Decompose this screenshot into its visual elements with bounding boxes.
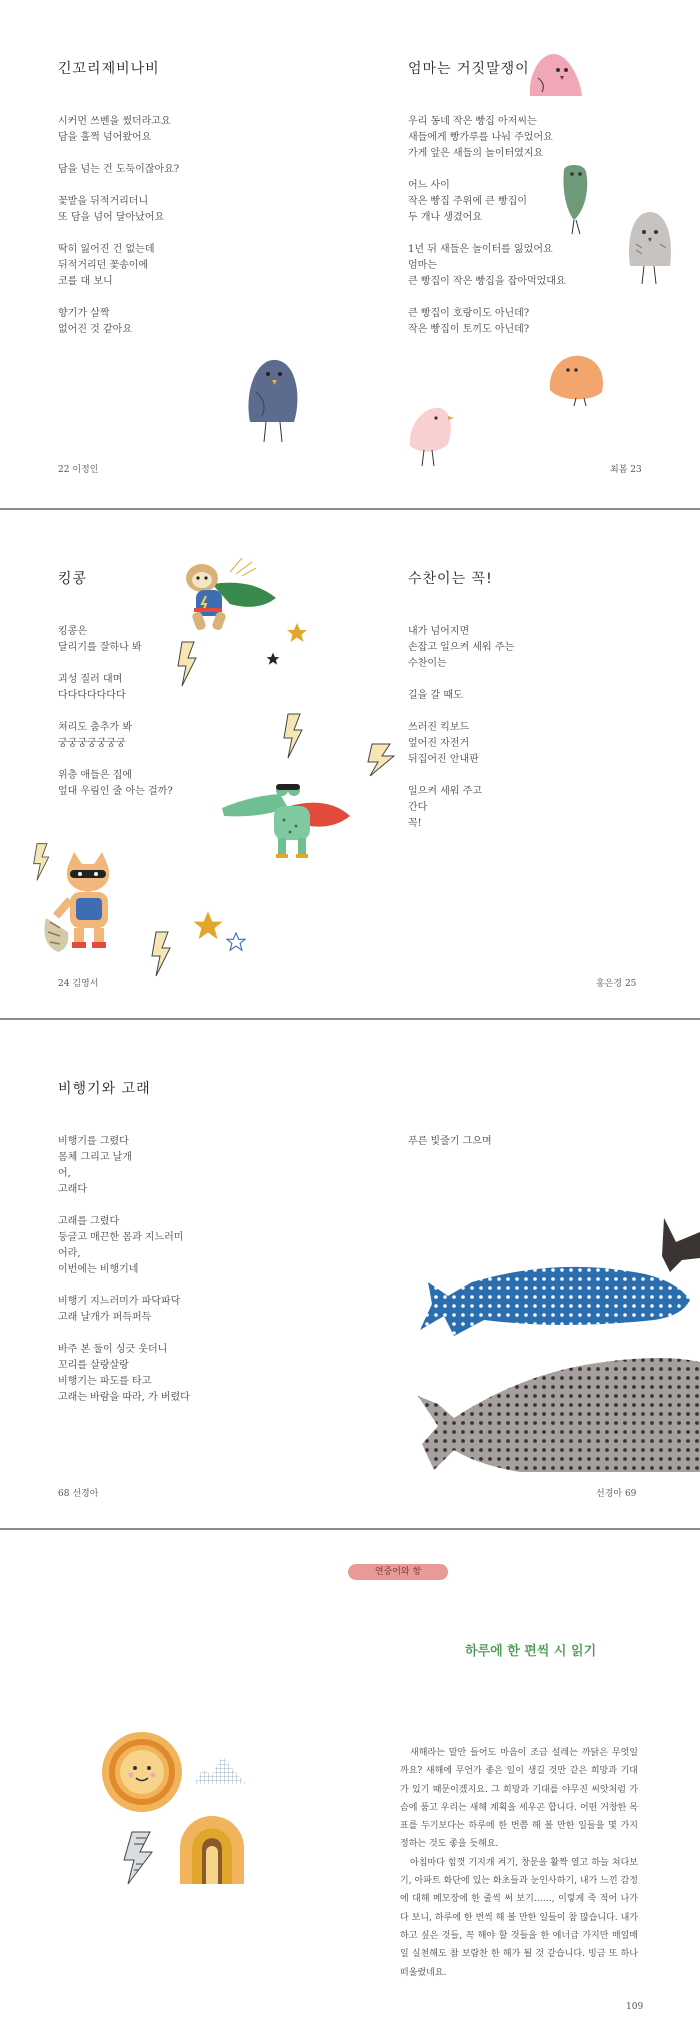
line: 고래를 그렸다 — [58, 1216, 120, 1227]
line: 코를 대 보니 — [58, 276, 113, 287]
poem-body — [408, 624, 514, 848]
spread-4 — [0, 1528, 700, 2042]
line: 꼭! — [408, 818, 422, 829]
stanza — [408, 624, 514, 672]
star-outline-icon — [226, 932, 246, 952]
star-icon — [286, 622, 308, 644]
line: 쓰러진 킥보드 — [408, 722, 470, 733]
line: 비행기 지느러미가 파닥파닥 — [58, 1296, 181, 1307]
stanza — [58, 114, 179, 146]
line: 비행기를 그렸다 — [58, 1136, 129, 1147]
line: 담을 훌쩍 넘어왔어요 — [58, 132, 152, 143]
line: 손잡고 일으켜 세워 주는 — [408, 642, 515, 653]
paragraph: 아침마다 힘껏 기지개 켜기, 창문을 활짝 열고 하늘 쳐다보기, 아파트 화단에 있는 화초들과 눈인사하기, 내가 느낀 감정에 대해 메모장에 한 줄씩 써 보기……, 이렇게 죽 적어 나가다 보니, 하루에 한 번씩 해 볼 만한 일들이 참 많습니다. 내가 하고 싶은 것들, 꼭 해야 할 것들을 한 에너급 가지만 매일매일 실천해도 참 보람찬 한 해가 될 것 같습니다. 빙금 또 하나 떠올렸네요. — [400, 1857, 638, 1978]
spread-2 — [0, 508, 700, 1018]
poem-body — [58, 114, 179, 354]
lightning-icon — [176, 640, 200, 688]
masked-cat-illustration — [40, 848, 136, 956]
line: 우리 동네 작은 빵집 아저씨는 — [408, 116, 537, 127]
crocodile-hero-illustration — [220, 766, 352, 862]
lightning-icon — [122, 1830, 156, 1886]
spread-1 — [0, 0, 700, 508]
stanza — [58, 1134, 190, 1198]
poem-body — [58, 624, 173, 816]
whales-illustration — [414, 1212, 700, 1472]
stanza — [58, 768, 173, 800]
line: 푸른 빛줄기 그으며 — [408, 1136, 492, 1147]
line: 어라, — [58, 1248, 81, 1259]
line: 담을 넘는 건 도둑이잖아요? — [58, 164, 180, 175]
line: 이번에는 비행기네 — [58, 1264, 139, 1275]
line: 일으켜 세워 주고 — [408, 786, 482, 797]
stanza — [58, 242, 179, 290]
line: 달리기를 잘하나 봐 — [58, 642, 142, 653]
line: 고래다 — [58, 1184, 87, 1195]
poem-title: 킹콩 — [58, 571, 88, 587]
lightning-icon — [282, 712, 306, 760]
line: 딱히 잃어진 건 없는데 — [58, 244, 155, 255]
stanza — [58, 162, 179, 178]
sun-illustration — [100, 1730, 184, 1814]
essay-body — [400, 1744, 638, 1982]
star-icon — [266, 652, 280, 666]
blue-bird-illustration — [242, 352, 304, 448]
line: 큰 빵집이 호랑이도 아닌데? — [408, 308, 530, 319]
page-number: 최봄 23 — [610, 465, 642, 475]
flying-sloth-illustration — [172, 554, 280, 644]
page-number: 109 — [626, 2002, 644, 2012]
line: 괴성 질러 대며 — [58, 674, 123, 685]
line: 고래는 바람을 따라, 가 버렸다 — [58, 1392, 190, 1403]
line: 작은 빵집 주위에 큰 빵집이 — [408, 196, 527, 207]
line: 없어진 것 같아요 — [58, 324, 132, 335]
spread-3 — [0, 1018, 700, 1528]
paragraph: 새해라는 말만 들어도 마음이 조금 설레는 까닭은 무엇일까요? 새해에 무언가 좋은 일이 생길 것만 같은 희망과 기대가 있기 때문이겠지요. 그 희망과 기대를 야무진 씨앗처럼 가슴에 품고 우리는 새해 계획을 세우곤 합니다. 어떤 거창한 목표를 두기보다는 하루에 한 번쯤 해 볼 만한 일들을 몇 가지 정하는 것도 좋을 듯해요. — [400, 1748, 638, 1850]
lightning-icon — [364, 742, 400, 778]
stanza — [58, 720, 173, 752]
pink-bird-illustration — [524, 48, 586, 104]
orange-bird-illustration — [546, 350, 608, 408]
line: 간다 — [408, 802, 428, 813]
line: 위층 애들은 집에 — [58, 770, 132, 781]
star-icon — [192, 910, 224, 942]
line: 엄마는 — [408, 260, 437, 271]
poem-body — [58, 1134, 190, 1422]
grey-bird-illustration — [624, 206, 676, 292]
line: 고래 날개가 퍼득퍼득 — [58, 1312, 152, 1323]
stanza — [58, 672, 173, 704]
page-number: 22 이정인 — [58, 465, 99, 475]
stanza — [58, 1214, 190, 1278]
light-pink-bird-illustration — [406, 400, 456, 470]
stanza — [408, 242, 566, 290]
stanza — [408, 178, 566, 226]
section-tag: 연중어와 항 — [348, 1564, 448, 1580]
stanza — [58, 306, 179, 338]
line: 다다다다다다다 — [58, 690, 126, 701]
line: 엎어진 자전거 — [408, 738, 470, 749]
stanza — [408, 688, 514, 704]
stanza — [58, 1294, 190, 1326]
line: 비행기는 파도를 타고 — [58, 1376, 152, 1387]
stanza — [408, 306, 566, 338]
line: 큰 빵집이 작은 빵집을 잡아먹었대요 — [408, 276, 566, 287]
stanza — [408, 1134, 492, 1150]
page-number: 선경아 69 — [596, 1489, 637, 1499]
green-bird-illustration — [556, 160, 596, 240]
line: 새들에게 빵가루를 나눠 주었어요 — [408, 132, 553, 143]
page-number: 홍은경 25 — [596, 979, 637, 989]
line: 어, — [58, 1168, 71, 1179]
line: 뒤집어진 안내판 — [408, 754, 479, 765]
poem-title: 수찬이는 꼭! — [408, 571, 493, 587]
poem-title: 긴꼬리제비나비 — [58, 61, 160, 77]
line: 가게 앞은 새들의 놀이터였지요 — [408, 148, 544, 159]
line: 시커먼 쓰벤을 썼더라고요 — [58, 116, 171, 127]
poem-body — [408, 1134, 492, 1166]
line: 몸체 그리고 날개 — [58, 1152, 132, 1163]
line: 또 담을 넘어 달아났어요 — [58, 212, 165, 223]
line: 내가 넘어지면 — [408, 626, 470, 637]
line: 길을 갈 때도 — [408, 690, 463, 701]
line: 바주 본 둘이 싱긋 웃더니 — [58, 1344, 168, 1355]
lightning-icon — [32, 842, 52, 882]
line: 1년 뒤 새들은 놀이터를 잃었어요 — [408, 244, 553, 255]
line: 꼬리를 살랑살랑 — [58, 1360, 129, 1371]
essay-title: 하루에 한 편씩 시 읽기 — [465, 1644, 597, 1659]
line: 뒤적거리던 꽃송이에 — [58, 260, 149, 271]
stanza — [58, 1342, 190, 1406]
page-number: 24 김영서 — [58, 979, 99, 989]
line: 쳐리도 춤추가 봐 — [58, 722, 132, 733]
line: 향기가 살짝 — [58, 308, 110, 319]
line: 작은 빵집이 토끼도 아닌데? — [408, 324, 530, 335]
line: 어느 사이 — [408, 180, 450, 191]
line: 엎대 우림인 줄 아는 걸까? — [58, 786, 173, 797]
line: 킹콩은 — [58, 626, 87, 637]
line: 두 개나 생겼어요 — [408, 212, 482, 223]
line: 둥글고 매끈한 몸과 지느러미 — [58, 1232, 184, 1243]
rainbow-illustration — [176, 1812, 248, 1884]
page-number: 68 선경아 — [58, 1489, 99, 1499]
poem-title: 엄마는 거짓말쟁이 — [408, 61, 530, 77]
poem-body — [408, 114, 566, 354]
stanza — [58, 194, 179, 226]
poem-title: 비행기와 고래 — [58, 1081, 151, 1097]
line: 꽃밭을 뒤적거리더니 — [58, 196, 149, 207]
cloud-illustration — [192, 1752, 248, 1786]
stanza — [408, 720, 514, 768]
stanza — [408, 114, 566, 162]
stanza — [58, 624, 173, 656]
motion-lines-icon — [228, 554, 258, 576]
lightning-icon — [150, 930, 174, 978]
stanza — [408, 784, 514, 832]
line: 수찬이는 — [408, 658, 447, 669]
line: 궁궁궁궁궁궁궁 — [58, 738, 126, 749]
